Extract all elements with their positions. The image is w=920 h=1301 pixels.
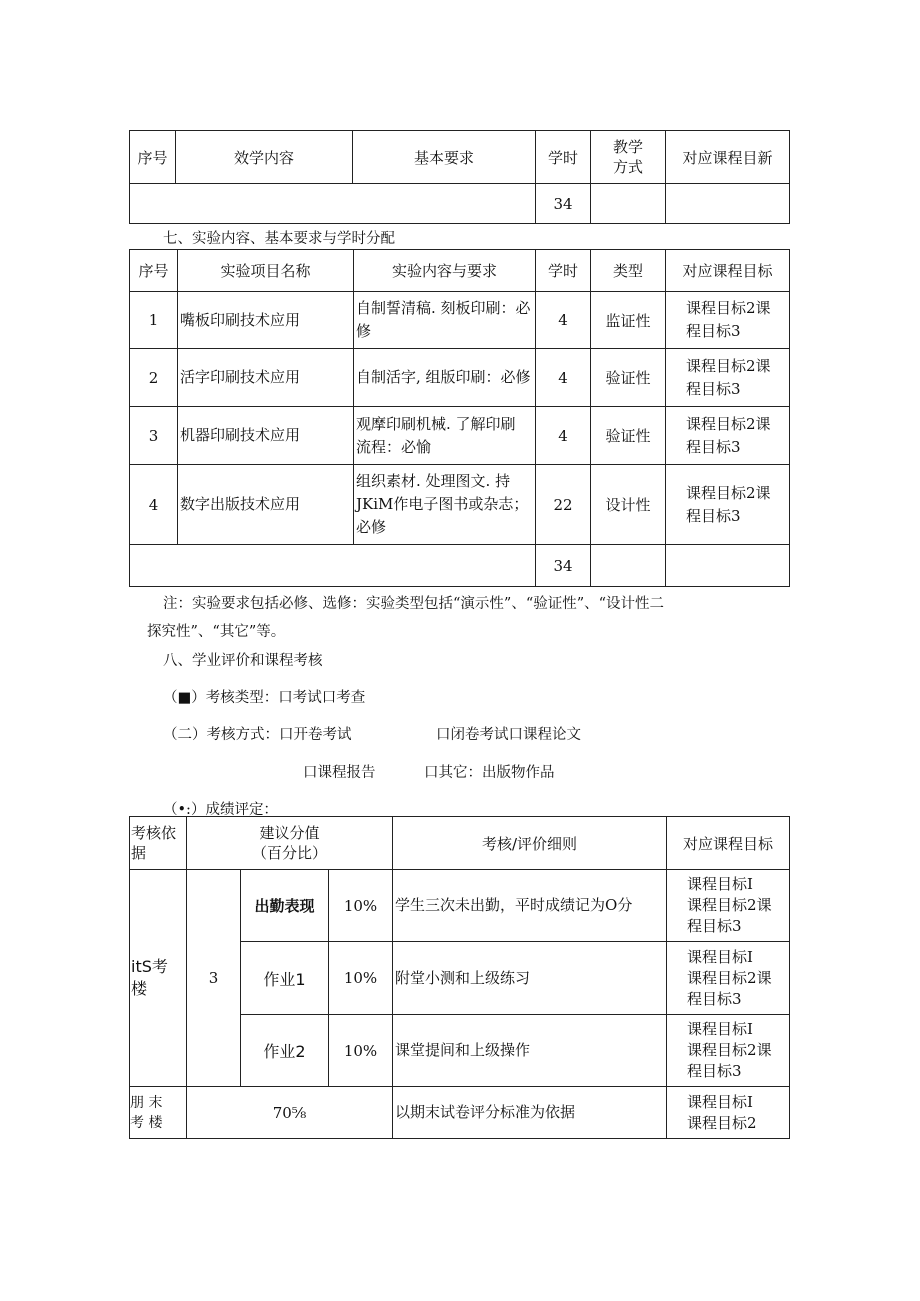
req-line: 修 (356, 322, 372, 340)
header-method-line2: 方式 (612, 158, 643, 176)
total-hours: 34 (536, 184, 591, 224)
header-content: 效学内容 (176, 131, 353, 184)
header-method-line1: 教学 (612, 138, 643, 156)
teaching-content-table (129, 130, 790, 224)
goal-line: 程目标3 (687, 917, 742, 935)
row-no: 2 (130, 349, 178, 407)
item-rule: 学生三次未出勤，平时成绩记为O分 (393, 870, 667, 942)
goal-line: 课程目标I (687, 947, 753, 966)
row-type: 设计性 (591, 465, 666, 545)
row-requirement: 自制活字, 组版印刷：必修 (354, 349, 536, 407)
final-rule: 以期末试卷评分标准为依据 (393, 1087, 667, 1139)
exam-method: （二）考核方式：口开卷考试 (163, 727, 352, 743)
item-goal (667, 1015, 790, 1087)
req-line: 观摩印刷机械. 了解印刷 (356, 414, 516, 433)
row-hours: 4 (536, 407, 591, 465)
row-hours: 22 (536, 465, 591, 545)
exam-method-closed: 口闭卷考试口课程论文 (436, 727, 581, 743)
item-name: 作业1 (241, 942, 329, 1015)
item-name: 出勤表现 (241, 870, 329, 942)
goal-line: 课程目标2课 (687, 968, 772, 987)
goal-line: 课程目标2课 (687, 896, 772, 914)
header-hours: 学时 (536, 250, 591, 292)
exam-type: （■）考核类型：口考试口考查 (163, 690, 366, 706)
row-goal (666, 292, 790, 349)
note-line-2: 探究性”、“其它”等。 (147, 624, 286, 640)
header-basis-line2: 据 (131, 844, 147, 862)
empty-cell (666, 184, 790, 224)
table-row (130, 349, 790, 407)
row-hours: 4 (536, 349, 591, 407)
goal-line: 程目标3 (686, 437, 741, 456)
label-line: 考 楼 (130, 1114, 163, 1131)
item-name: 作业2 (241, 1015, 329, 1087)
row-type: 监证性 (591, 292, 666, 349)
table-row (130, 465, 790, 545)
item-percent: 10% (329, 1015, 393, 1087)
row-hours: 4 (536, 292, 591, 349)
empty-cell (591, 545, 666, 587)
row-name: 数字出版技术应用 (178, 465, 354, 545)
row-goal (666, 407, 790, 465)
goal-line: 程目标3 (687, 989, 742, 1008)
section7-title: 七、实验内容、基本要求与学时分配 (163, 231, 395, 247)
total-hours: 34 (536, 545, 591, 587)
header-no: 序号 (130, 250, 178, 292)
row-goal (666, 465, 790, 545)
req-line: 流程：必愉 (356, 437, 432, 456)
header-basis-line1: 考核依 (131, 824, 177, 842)
goal-line: 课程目标I (687, 1020, 753, 1038)
goal-line: 课程目标2课 (687, 1041, 772, 1059)
row-goal (666, 349, 790, 407)
row-name: 活字印刷技术应用 (178, 349, 354, 407)
item-percent: 10% (329, 870, 393, 942)
row-requirement (354, 465, 536, 545)
goal-line: 课程目标2 (687, 1113, 757, 1132)
label-line: itS考 (131, 957, 168, 976)
final-goal (667, 1087, 790, 1139)
experiment-table (129, 249, 790, 587)
row-name: 机器印刷技术应用 (178, 407, 354, 465)
req-line: 组织素材. 处理图文. 持 (356, 472, 511, 490)
row-requirement (354, 292, 536, 349)
req-line: 自制誓清稿. 刻板印刷：必 (356, 299, 531, 317)
req-line: 必修 (356, 518, 387, 536)
grading-title: （•:）成绩评定： (163, 802, 278, 818)
header-no: 序号 (130, 131, 176, 184)
row-type: 验证性 (591, 349, 666, 407)
total-label-cell (130, 184, 536, 224)
label-line: 楼 (131, 979, 148, 998)
header-score-line2: （百分比） (252, 844, 328, 862)
item-percent: 10% (329, 942, 393, 1015)
final-exam-label (130, 1087, 187, 1139)
table-row (130, 407, 790, 465)
goal-line: 程目标3 (686, 379, 741, 398)
header-score-line1: 建议分值 (259, 824, 320, 842)
row-no: 3 (130, 407, 178, 465)
goal-line: 课程目标2课 (686, 483, 771, 502)
exam-method-report: 口课程报告 (303, 765, 376, 781)
section8-title: 八、学业评价和课程考核 (163, 653, 323, 669)
header-hours: 学时 (536, 131, 591, 184)
empty-cell (591, 184, 666, 224)
header-project-name: 实验项目名称 (178, 250, 354, 292)
table-row (130, 1087, 790, 1139)
row-name: 嘴板印刷技术应用 (178, 292, 354, 349)
exam-method-other: 口其它：出版物作品 (424, 765, 555, 781)
header-requirement: 基本要求 (353, 131, 536, 184)
table-row (130, 870, 790, 942)
final-percent: 70⅝ (187, 1087, 393, 1139)
goal-line: 课程目标2课 (686, 414, 771, 433)
table-row (130, 292, 790, 349)
row-requirement (354, 407, 536, 465)
header-goal: 对应课程目标 (666, 250, 790, 292)
header-content-requirement: 实验内容与要求 (354, 250, 536, 292)
row-no: 4 (130, 465, 178, 545)
goal-line: 程目标3 (686, 506, 741, 525)
item-goal (667, 942, 790, 1015)
header-rules: 考核/评价细则 (393, 817, 667, 870)
header-method (591, 131, 666, 184)
header-goal: 对应课程目标 (667, 817, 790, 870)
note-line-1: 注：实验要求包括必修、选修：实验类型包括“演示性”、“验证性”、“设计性二 (163, 596, 665, 612)
empty-cell (666, 545, 790, 587)
row-no: 1 (130, 292, 178, 349)
goal-line: 课程目标2课 (686, 356, 771, 375)
req-line: JKiM作电子图书或杂志； (356, 495, 529, 513)
label-line: 朋 末 (130, 1094, 163, 1111)
goal-line: 程目标3 (686, 322, 741, 340)
header-type: 类型 (591, 250, 666, 292)
header-score (187, 817, 393, 870)
header-goal: 对应课程目新 (666, 131, 790, 184)
grading-table (129, 816, 790, 1139)
goal-line: 程目标3 (687, 1062, 742, 1080)
goal-line: 课程目标I (687, 1092, 753, 1111)
goal-line: 课程目标2课 (686, 299, 771, 317)
regular-assessment-value: 3 (187, 870, 241, 1087)
item-rule: 附堂小测和上级练习 (393, 942, 667, 1015)
goal-line: 课程目标I (687, 875, 753, 893)
header-basis (130, 817, 187, 870)
regular-assessment-label (130, 870, 187, 1087)
row-type: 验证性 (591, 407, 666, 465)
item-rule: 课堂提间和上级操作 (393, 1015, 667, 1087)
total-label-cell (130, 545, 536, 587)
item-goal (667, 870, 790, 942)
